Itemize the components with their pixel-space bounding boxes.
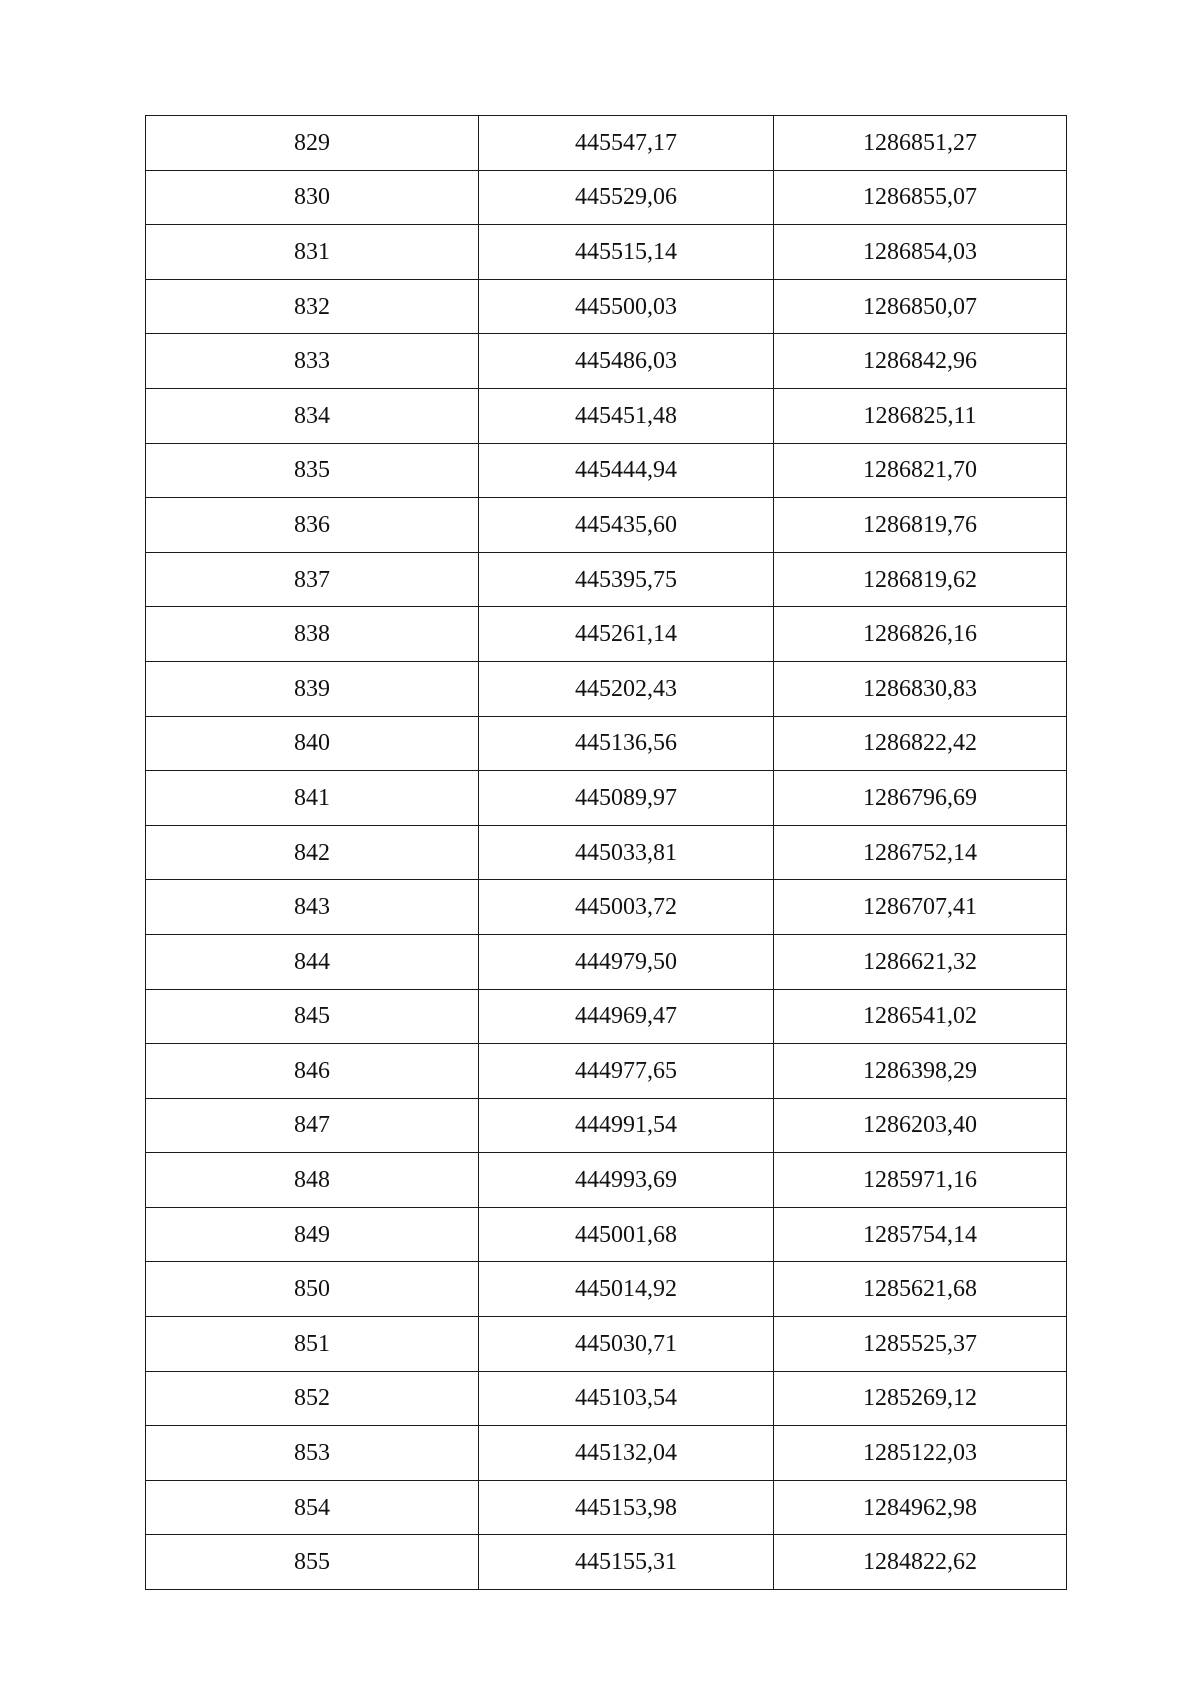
x-coordinate-cell: 445500,03 <box>479 279 774 334</box>
table-row <box>146 989 1067 1044</box>
point-number-cell: 841 <box>146 771 479 826</box>
y-coordinate-cell: 1286826,16 <box>774 607 1067 662</box>
point-number-cell: 833 <box>146 334 479 389</box>
point-number-cell: 834 <box>146 388 479 443</box>
table-row <box>146 771 1067 826</box>
x-coordinate-cell: 445003,72 <box>479 880 774 935</box>
point-number-cell: 838 <box>146 607 479 662</box>
y-coordinate-cell: 1285269,12 <box>774 1371 1067 1426</box>
point-number-cell: 830 <box>146 170 479 225</box>
x-coordinate-cell: 445136,56 <box>479 716 774 771</box>
y-coordinate-cell: 1286850,07 <box>774 279 1067 334</box>
y-coordinate-cell: 1284962,98 <box>774 1480 1067 1535</box>
point-number-cell: 831 <box>146 225 479 280</box>
y-coordinate-cell: 1285525,37 <box>774 1317 1067 1372</box>
x-coordinate-cell: 444991,54 <box>479 1098 774 1153</box>
x-coordinate-cell: 445451,48 <box>479 388 774 443</box>
y-coordinate-cell: 1286398,29 <box>774 1044 1067 1099</box>
y-coordinate-cell: 1286842,96 <box>774 334 1067 389</box>
x-coordinate-cell: 445033,81 <box>479 825 774 880</box>
table-row <box>146 1207 1067 1262</box>
y-coordinate-cell: 1286796,69 <box>774 771 1067 826</box>
point-number-cell: 853 <box>146 1426 479 1481</box>
coordinates-table-body <box>146 116 1067 1590</box>
y-coordinate-cell: 1286203,40 <box>774 1098 1067 1153</box>
table-row <box>146 116 1067 171</box>
x-coordinate-cell: 445515,14 <box>479 225 774 280</box>
y-coordinate-cell: 1286541,02 <box>774 989 1067 1044</box>
y-coordinate-cell: 1285122,03 <box>774 1426 1067 1481</box>
table-row <box>146 825 1067 880</box>
point-number-cell: 835 <box>146 443 479 498</box>
y-coordinate-cell: 1285754,14 <box>774 1207 1067 1262</box>
table-row <box>146 607 1067 662</box>
y-coordinate-cell: 1284822,62 <box>774 1535 1067 1590</box>
point-number-cell: 848 <box>146 1153 479 1208</box>
point-number-cell: 836 <box>146 498 479 553</box>
table-row <box>146 443 1067 498</box>
x-coordinate-cell: 445030,71 <box>479 1317 774 1372</box>
x-coordinate-cell: 444979,50 <box>479 934 774 989</box>
point-number-cell: 849 <box>146 1207 479 1262</box>
y-coordinate-cell: 1286819,76 <box>774 498 1067 553</box>
table-row <box>146 1153 1067 1208</box>
y-coordinate-cell: 1286752,14 <box>774 825 1067 880</box>
point-number-cell: 832 <box>146 279 479 334</box>
table-row <box>146 170 1067 225</box>
point-number-cell: 854 <box>146 1480 479 1535</box>
x-coordinate-cell: 444977,65 <box>479 1044 774 1099</box>
y-coordinate-cell: 1286821,70 <box>774 443 1067 498</box>
x-coordinate-cell: 444993,69 <box>479 1153 774 1208</box>
table-row <box>146 552 1067 607</box>
x-coordinate-cell: 445202,43 <box>479 661 774 716</box>
table-row <box>146 1426 1067 1481</box>
table-row <box>146 1098 1067 1153</box>
point-number-cell: 843 <box>146 880 479 935</box>
x-coordinate-cell: 445547,17 <box>479 116 774 171</box>
x-coordinate-cell: 445014,92 <box>479 1262 774 1317</box>
x-coordinate-cell: 445153,98 <box>479 1480 774 1535</box>
table-row <box>146 1317 1067 1372</box>
table-row <box>146 880 1067 935</box>
table-row <box>146 279 1067 334</box>
point-number-cell: 847 <box>146 1098 479 1153</box>
table-row <box>146 661 1067 716</box>
point-number-cell: 851 <box>146 1317 479 1372</box>
x-coordinate-cell: 445103,54 <box>479 1371 774 1426</box>
table-row <box>146 225 1067 280</box>
point-number-cell: 845 <box>146 989 479 1044</box>
x-coordinate-cell: 444969,47 <box>479 989 774 1044</box>
point-number-cell: 829 <box>146 116 479 171</box>
x-coordinate-cell: 445261,14 <box>479 607 774 662</box>
point-number-cell: 850 <box>146 1262 479 1317</box>
table-row <box>146 1371 1067 1426</box>
y-coordinate-cell: 1286851,27 <box>774 116 1067 171</box>
x-coordinate-cell: 445395,75 <box>479 552 774 607</box>
point-number-cell: 837 <box>146 552 479 607</box>
y-coordinate-cell: 1286822,42 <box>774 716 1067 771</box>
x-coordinate-cell: 445435,60 <box>479 498 774 553</box>
y-coordinate-cell: 1286825,11 <box>774 388 1067 443</box>
y-coordinate-cell: 1286819,62 <box>774 552 1067 607</box>
point-number-cell: 839 <box>146 661 479 716</box>
y-coordinate-cell: 1286855,07 <box>774 170 1067 225</box>
point-number-cell: 840 <box>146 716 479 771</box>
table-row <box>146 1044 1067 1099</box>
table-row <box>146 388 1067 443</box>
x-coordinate-cell: 445155,31 <box>479 1535 774 1590</box>
y-coordinate-cell: 1286621,32 <box>774 934 1067 989</box>
x-coordinate-cell: 445132,04 <box>479 1426 774 1481</box>
x-coordinate-cell: 445486,03 <box>479 334 774 389</box>
table-row <box>146 1535 1067 1590</box>
point-number-cell: 842 <box>146 825 479 880</box>
table-row <box>146 1262 1067 1317</box>
point-number-cell: 852 <box>146 1371 479 1426</box>
table-row <box>146 716 1067 771</box>
y-coordinate-cell: 1285621,68 <box>774 1262 1067 1317</box>
table-row <box>146 334 1067 389</box>
y-coordinate-cell: 1285971,16 <box>774 1153 1067 1208</box>
point-number-cell: 844 <box>146 934 479 989</box>
y-coordinate-cell: 1286854,03 <box>774 225 1067 280</box>
y-coordinate-cell: 1286830,83 <box>774 661 1067 716</box>
table-row <box>146 498 1067 553</box>
point-number-cell: 855 <box>146 1535 479 1590</box>
x-coordinate-cell: 445089,97 <box>479 771 774 826</box>
y-coordinate-cell: 1286707,41 <box>774 880 1067 935</box>
point-number-cell: 846 <box>146 1044 479 1099</box>
coordinates-table <box>145 115 1067 1590</box>
x-coordinate-cell: 445001,68 <box>479 1207 774 1262</box>
table-row <box>146 934 1067 989</box>
table-row <box>146 1480 1067 1535</box>
x-coordinate-cell: 445529,06 <box>479 170 774 225</box>
x-coordinate-cell: 445444,94 <box>479 443 774 498</box>
